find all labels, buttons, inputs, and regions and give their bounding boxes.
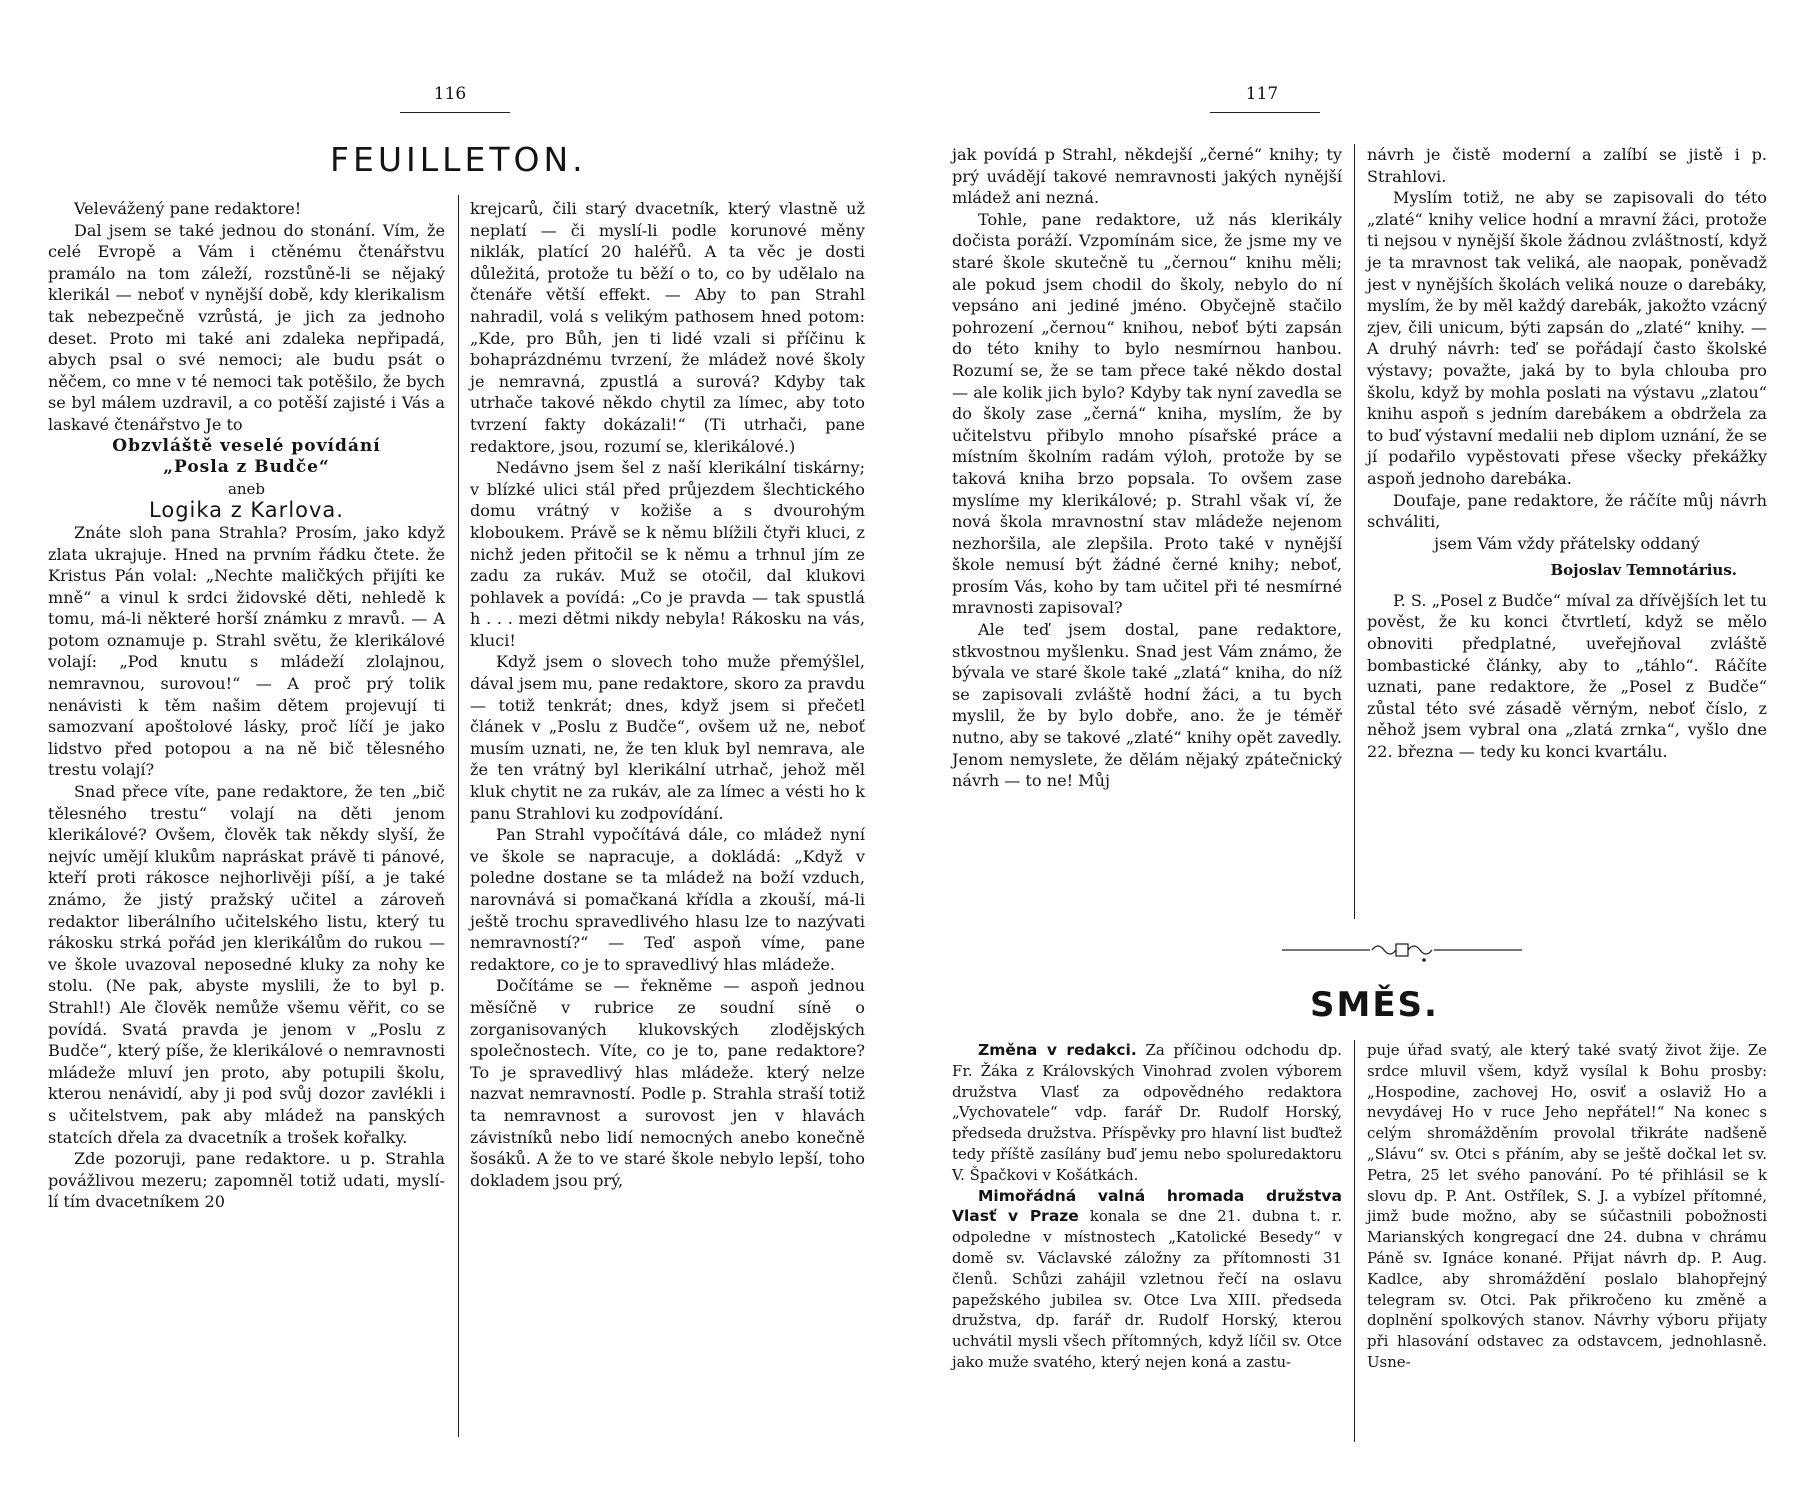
news-text: puje úřad svatý, ale který také svatý život žije. Ze srdce mluvil všem, když vysílal k Bohu prosby: „Hospodine, zachovej Ho, osviť a oslaviž Ho a nevydávej Ho v ruce Jeho nepřátel!“ Na konec s celým shromážděním provolal třikráte nadšeně „Slávu“ sv. Otci s přáním, aby se ještě dočkal let sv. Petra, 25 let svého panování. Po té přihlásil se k slovu dp. P. Ant. Ostřílek, S. J. a vybízel přítomné, jimž bude možno, aby se súčastnili pobožnosti Marianských kongregací dne 24. dubna v chrámu Páně sv. Ignáce konané. Přijat návrh dp. P. Aug. Kadlce, aby shromáždění poslalo blahopřejný telegram sv. Otci. Pak přikročeno ku změně a doplnění spolkových stanov. Návrhy výboru přijaty při hlasování odstavec za odstavcem, jednohlasně. Usne-: [1367, 1041, 1767, 1371]
paragraph: Zde pozoruji, pane redaktore. u p. Strahla povážlivou mezeru; zapomněl totiž udati, myslí-lí tím dvacetníkem 20: [48, 1149, 445, 1212]
paragraph: Pan Strahl vypočítává dále, co mládež nyní ve škole se napracuje, a dokládá: „Když v poledne dostane se ta mládež na boží vzduch, narovnává si pomačkaná křídla a zkouší, má-li ještě trochu spravedlivého hlasu lze to nazývati nemravností?“ — Teď aspoň víme, pane redaktore, co je to spravedlivý hlas mládeže.: [470, 825, 865, 974]
page-number-rule: [1210, 112, 1320, 113]
right-column-2: [1367, 144, 1767, 763]
paragraph: krejcarů, čili starý dvacetník, který vlastně už neplatí — či myslí-li podle korunové měny niklák, platící 20 haléřů. A ta věc je dosti důležitá, protože tu běží o to, co by udělalo na čtenáře větší effekt. — Aby to pan Strahl nahradil, volá s velikým pathosem hned potom: „Kde, pro Bůh, jen ti lidé vzali si příčinu k bohaprázdnému tvrzení, že mládež nové školy je nemravná, zpustlá a surová? Kdyby tak utrhače takové někdo chytil za límec, aby toto tvrzení fakty dokázali!“ (Ti utrhači, pane redaktore, jsou, rozumí se, klerikálové.): [470, 199, 865, 456]
ornament-divider-icon: [1282, 940, 1522, 964]
news-text: Za příčinou odchodu dp. Fr. Žáka z Královských Vinohrad zvolen výborem družstva Vlasť za odpovědného redaktora „Vychovatele“ vdp. farář Dr. Rudolf Horský, předseda družstva. Příspěvky pro hlavní list buďtež tedy příště zasílány buď jemu nebo spoluredaktoru V. Špačkovi v Košátkách.: [952, 1041, 1343, 1184]
smes-column-2: [1367, 1040, 1767, 1373]
paragraph: P. S. „Posel z Budče“ míval za dřívějších let tu pověst, že ku konci čtvrtletí, když se mělo obnoviti předplatné, uveřejňoval zvláště bombastické články, aby to „táhlo“. Ráčíte uznati, pane redaktore, že „Posel z Budče“ zůstal této své zásadě věrným, neboť číslo, z něhož jsem vybral ona „zlatá zrnka“, vyšlo dne 22. března — tedy ku konci kvartálu.: [1367, 590, 1767, 762]
paragraph: návrh je čistě moderní a zalíbí se jistě i p. Strahlovi.: [1367, 145, 1767, 186]
section-title: SMĚS.: [1310, 985, 1439, 1025]
paragraph: Velevážený pane redaktore!: [74, 199, 302, 218]
paragraph: Znáte sloh pana Strahla? Prosím, jako když zlata ukrajuje. Hned na prvním řádku čtete. že Kristus Pán volal: „Nechte maličkých přijíti ke mně“ a vinul k srdci židovské děti, nehledě k tomu, má-li některé horší známku z mravů. — A potom oznamuje p. Strahl světu, že klerikálové volají: „Pod knutu s mládeží zlolajnou, nemravnou, surovou!“ — A proč prý tolik nenávisti k těm našim dětem projevují ti samozvaní apoštolové lásky, proč líčí je jako lidstvo před potopou a na ně bič tělesného trestu volají?: [48, 522, 445, 780]
paragraph: Dočítáme se — řekněme — aspoň jednou měsíčně v rubrice ze soudní síně o zorganisovaných klukovských zlodějských společnostech. Víte, co je to, pane redaktore? To je spravedlivý hlas mládeže. který nelze nazvat nemravností. Podle p. Strahla straší totiž ta nemravnost a surovost jen v hlavách závistníků nebo lidí nemocných anebo konečně šosáků. A že to ve staré škole nebylo lepší, toho dokladem jsou prý,: [470, 976, 865, 1190]
story-subtitle: Logika z Karlova.: [149, 498, 344, 523]
column-rule: [1354, 1040, 1355, 1442]
signature: Bojoslav Temnotárius.: [1550, 561, 1737, 580]
right-page: [905, 0, 1814, 1500]
page-number: 117: [1245, 84, 1279, 104]
paragraph: Nedávno jsem šel z naší klerikální tiskárny; v blízké ulici stál před průjezdem šlechtického domu vrátný v kožiše a s dvourohým kloboukem. Právě se k němu blížili čtyři kluci, z nichž jeden přitočil se k němu a trhnul jím ze zadu za rukáv. Muž se otočil, dal klukovi pohlavek a povídá: „Co je pravda — tak spustlá h . . . mezi dětmi nikdy nebyla! Rákosku na vás, kluci!: [470, 458, 865, 650]
left-column-2: [470, 198, 865, 1191]
news-headline: Mimořádná valná hromada družstva Vlasť v Praze: [952, 1186, 1342, 1226]
closing-line: jsem Vám vždy přátelsky oddaný: [1434, 533, 1700, 553]
paragraph: Když jsem o slovech toho muže přemýšlel, dával jsem mu, pane redaktore, skoro za pravdu — totiž tenkrát; dnes, když jsem si přečetl článek v „Poslu z Budče“, ovšem už ne, neboť musím uznati, ne, že ten kluk byl nemrava, ale že ten vrátný byl klerikální utrhač, jehož měl kluk chytit ne za rukáv, ale za límec a vésti ho k panu Strahlovi ku zodpovídání.: [470, 652, 865, 823]
right-column-1: [952, 144, 1342, 792]
column-rule: [1354, 144, 1355, 919]
paragraph: Doufaje, pane redaktore, že ráčíte můj návrh schváliti,: [1367, 490, 1767, 532]
page-number: 116: [433, 84, 467, 104]
left-column-1: [48, 198, 445, 1213]
page-number-rule: [400, 112, 510, 113]
paragraph: Myslím totiž, ne aby se zapisovali do této „zlaté“ knihy velice hodní a mravní žáci, protože ti nejsou v nynější škole žádnou zvláštností, když je ta mravnost tak veliká, ale naopak, poněvadž jest v nynějších školách veliká nouze o darebáky, myslím, že by měl každý darebák, jakožto vzácný zjev, čili unicum, býti zapsán do „zlaté“ knihy. — A druhý návrh: teď se pořádají často školské výstavy; považte, jaká by to byla chlouba pro školu, když by mohla poslati na výstavu „zlatou“ knihu aspoň s jedním darebákem a obdržela za to buď výstavní medalii neb diplom uznání, že se jí podařilo vypěstovati přese všecky překážky aspoň jednoho darebáka.: [1367, 188, 1767, 488]
paragraph: Ale teď jsem dostal, pane redaktore, stkvostnou myšlenku. Snad jest Vám známo, že bývala ve staré škole také „zlatá“ kniha, do níž se zapisovali zvláště hodní žáci, a tu bych myslil, že by bylo dobře, ano. že je téměř nutno, aby se takové „zlaté“ knihy opět zavedly. Jenom nemyslete, že dělám nějaký zpátečnický návrh — to ne! Můj: [952, 620, 1342, 791]
news-text: konala se dne 21. dubna t. r. odpoledne v místnostech „Katolické Besedy“ v domě sv. Václavské záložny za přítomnosti 31 členů. Schůzi zahájil vzletnou řečí na oslavu papežského jubilea sv. Otce Lva XIII. předseda družstva, dp. farář dr. Rudolf Horský, kterou uchvátil mysli všech přítomných, když líčil sv. Otce jako muže svatého, který nejen koná a zastu-: [952, 1207, 1342, 1371]
news-headline: Změna v redakci.: [978, 1041, 1137, 1059]
paragraph: jak povídá p Strahl, někdejší „černé“ knihy; ty prý uvádějí takové nemravnosti jakých nynější mládež ani nezná.: [952, 145, 1342, 208]
paragraph: Snad přece víte, pane redaktore, že ten „bič tělesného trestu“ volají na děti jenom klerikálové? Ovšem, člověk tak někdy slyší, že nejvíc umějí klukům napráskat právě ti pánové, kteří proti rákosce nejhorlivěji píší, a je také známo, že jistý pražský učitel a zároveň redaktor liberálního učitelského listu, který tu rákosku strká pořád jen klerikálům do rukou — ve škole uvazoval neposedné kluky za nohy ke stolu. (Ne pak, abyste myslili, že to byl p. Strahl!) Ale člověk nemůže všemu věřit, co se povídá. Svatá pravda je jenom v „Poslu z Budče“, který píše, že klerikálové o nemravnosti mládeže mluví jen proto, aby potupili školu, kterou nenávidí, aby ji pod svůj dozor zavlékli i s učitelstvem, pak aby mládež na panských statcích dřela za dvacetník a trošek kořalky.: [48, 782, 445, 1147]
story-title-2: „Posla z Budče“: [163, 457, 330, 478]
smes-column-1: [952, 1040, 1342, 1373]
story-aneb: aneb: [227, 479, 266, 498]
story-title: Obzvláště veselé povídání: [112, 435, 381, 456]
left-page: [0, 0, 905, 1500]
paragraph: Tohle, pane redaktore, už nás klerikály dočista poráží. Vzpomínám sice, že jsme my ve staré škole skutečně tu „černou“ knihu měli; ale pokud jsem chodil do školy, nebylo do ní vepsáno ani jediné jméno. Obyčejně stačilo pohrození „černou“ knihou, neboť býti zapsán do této knihy to bylo nesmírnou hanbou. Rozumí se, že se tam přece také někdo dostal — ale kolik jich bylo? Kdyby tak nyní zavedla se do školy zase „černá“ kniha, myslím, že by učitelstvu přibylo mnoho písařské práce a místním školním radám výloh, protože by se taková kniha brzo popsala. To ovšem zase myslíme my klerikálové; p. Strahl však ví, že nová škola mravnostní stav mládeže nejenom nezhoršila, ale zlepšila. Proto také v nynější škole nemusí být žádné černé knihy; neboť, prosím Vás, koho by tam učitel při té nesmírné mravnosti zapisoval?: [952, 209, 1342, 618]
section-title: FEUILLETON.: [330, 140, 587, 179]
paragraph: Dal jsem se také jednou do stonání. Vím, že celé Evropě a Vám i ctěnému čtenářstvu pramálo na tom záleží, rozstůně-li se nějaký klerikál — neboť v nynější době, kdy klerikalism tak nebezpečně vzrůstá, je jich za jednoho deset. Proto mi také ani zdaleka nepřipadá, abych psal o své nemoci; ale budu psát o něčem, co mne v té nemoci tak potěšilo, že bych se byl málem uzdravil, a co potěší zajisté i Vás a laskavé čtenářstvo Je to: [48, 220, 445, 434]
column-rule: [458, 195, 459, 1437]
